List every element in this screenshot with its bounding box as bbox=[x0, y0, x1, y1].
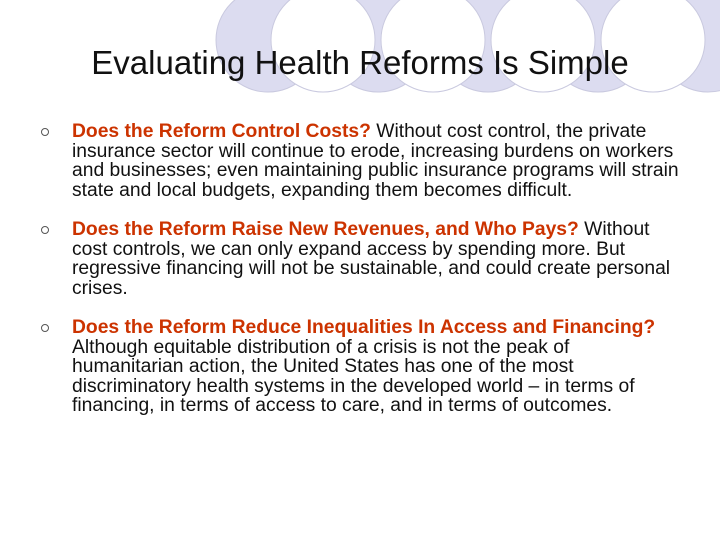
bullet-lead: Does the Reform Raise New Revenues, and Who Pays? bbox=[72, 219, 579, 240]
bullet-item bbox=[40, 220, 680, 298]
bullet-marker-icon bbox=[41, 128, 49, 136]
bullet-lead: Does the Reform Control Costs? bbox=[72, 121, 371, 142]
bullet-lead: Does the Reform Reduce Inequalities In Access and Financing? bbox=[72, 317, 656, 338]
bullet-list bbox=[40, 122, 680, 436]
bullet-text: Although equitable distribution of a crisis is not the peak of humanitarian action, the United States has one of the most discriminatory health systems in the developed world – in terms of financing, in terms of access to care, and in terms of outcomes. bbox=[72, 336, 635, 416]
slide-title: Evaluating Health Reforms Is Simple bbox=[91, 44, 629, 81]
bullet-marker-icon bbox=[41, 324, 49, 332]
bullet-item bbox=[40, 122, 680, 200]
bullet-text: Without cost control, the private insurance sector will continue to erode, increasing burdens on workers and businesses; even maintaining public insurance programs will strain state and local budgets, expanding them becomes difficult. bbox=[72, 121, 679, 201]
bullet-item bbox=[40, 318, 680, 416]
bullet-marker-icon bbox=[41, 226, 49, 234]
bullet-text: Without cost controls, we can only expand access by spending more. But regressive financing will not be sustainable, and could create personal crises. bbox=[72, 219, 671, 299]
